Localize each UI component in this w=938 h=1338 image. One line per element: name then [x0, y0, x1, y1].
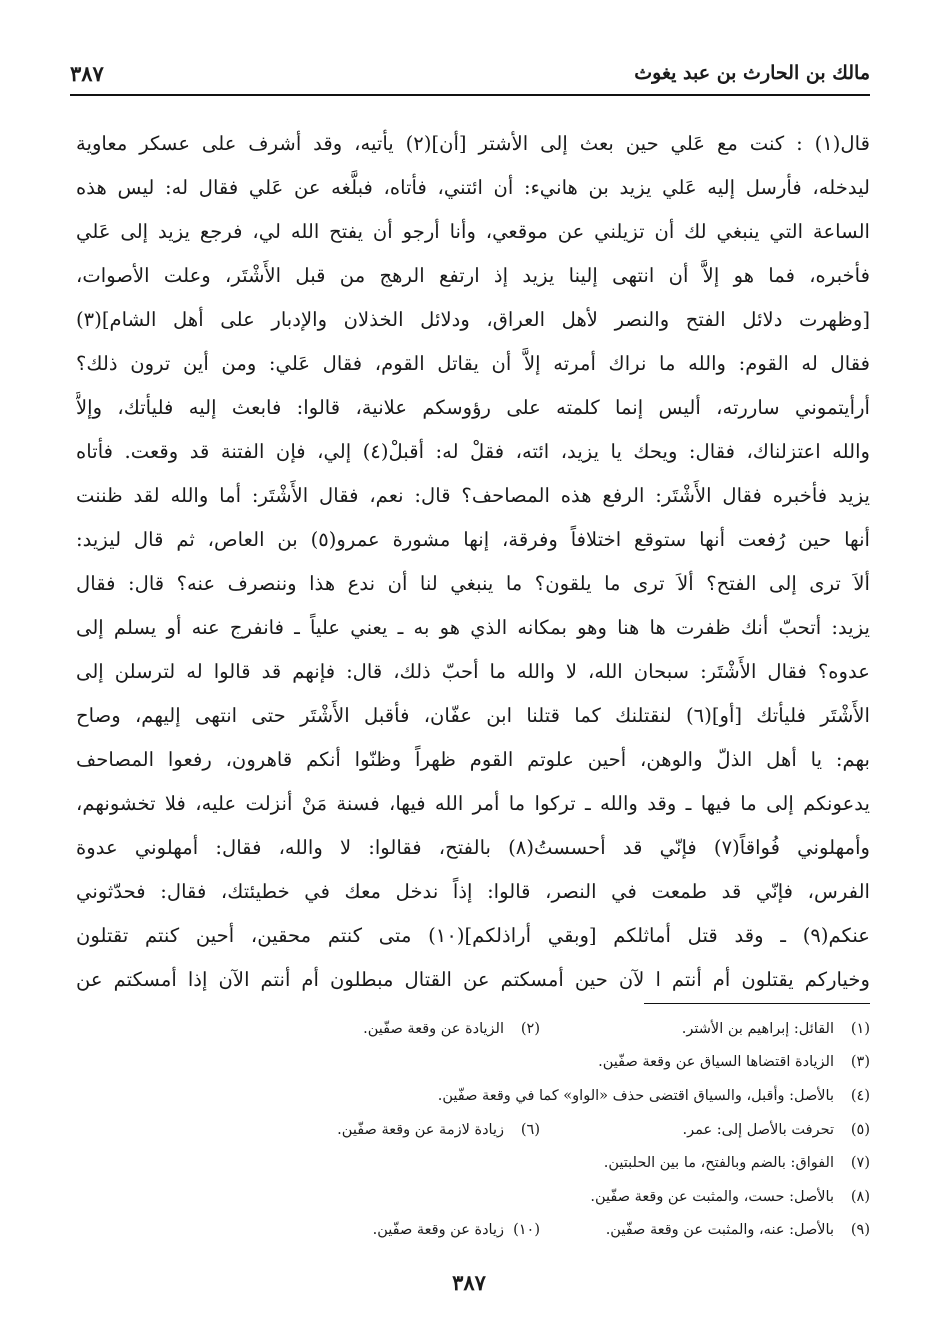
- footnote-4: [438, 1088, 870, 1104]
- footnote-text: زيادة لازمة عن وقعة صفّين.: [337, 1121, 504, 1138]
- footnote-6: [337, 1122, 540, 1138]
- text-line: ألاَ ترى إلى الفتح؟ ألاَ ترى ما يلقون؟ ما ينبغي لنا أن ندع هذا وننصرف عنه؟ قال: فقال: [76, 572, 870, 595]
- footnote-8: [590, 1189, 870, 1205]
- footnote-1: [540, 1021, 870, 1037]
- text-line: فقال له القوم: والله ما نراك أمرته إلاَّ أن يقاتل القوم، فقال عَلي: ومن أين ترون ذلك؟: [76, 352, 870, 375]
- footnote-row: [70, 1012, 870, 1046]
- footnote-text: القائل: إبراهيم بن الأشتر.: [681, 1020, 834, 1037]
- running-title: مالك بن الحارث بن عبد يغوث: [634, 62, 870, 84]
- footnote-number: (٥): [850, 1121, 870, 1138]
- footnote-separator: [644, 1003, 870, 1004]
- text-line: وخياركم يقتلون أم أنتم ا لآن حين أمسكتم عن القتال مبطلون أم أنتم الآن إذا أمسكتم عن: [76, 968, 870, 991]
- footnote-text: الزيادة عن وقعة صفّين.: [363, 1020, 504, 1037]
- text-line: وأمهلوني فُواقاً(٧) فإنّي قد أحسستُ(٨) بالفتح، فقالوا: لا والله، فقال: أمهلوني عدوة: [76, 836, 870, 859]
- footnote-number: (٦): [520, 1121, 540, 1138]
- text-line: عنكم(٩) ـ وقد قتل أماثلكم [وبقي أراذلكم](١٠) متى كنتم محقين، أحين كنتم تقتلون: [76, 924, 870, 947]
- header-page-number: ٣٨٧: [70, 60, 104, 86]
- footnote-text: الزيادة اقتضاها السياق عن وقعة صفّين.: [598, 1054, 834, 1071]
- text-line: يزيد: أتحبّ أنك ظفرت ها هنا وهو بمكانه الذي هو به ـ يعني علياً ـ فانفرج عنه أو يسلم إلى: [76, 616, 870, 639]
- footnote-text: بالأصل: وأقبل، والسياق اقتضى حذف «الواو» كما في وقعة صفّين.: [437, 1087, 834, 1104]
- footnote-9: [540, 1222, 870, 1238]
- footnote-2: [363, 1021, 540, 1037]
- footnote-row: [70, 1180, 870, 1214]
- footnote-row: [70, 1146, 870, 1180]
- text-line: ليدخله، فأرسل إليه عَلي يزيد بن هانيء: أن ائتني، فأتاه، فبلَّغه عن عَلي فقال له: ليس هذه: [76, 176, 870, 199]
- text-line: أرأيتموني ساررته، أليس إنما كلمته على رؤوسكم علانية، قالوا: فابعث إليه فليأتك، وإلاَّ: [76, 396, 870, 419]
- footnote-number: (١): [850, 1020, 870, 1037]
- text-line: والله اعتزلناك، فقال: ويحك يا يزيد، ائته، فقلْ له: أقبلْ(٤) إلي، فإن الفتنة قد وقعت. فأتاه: [76, 440, 870, 463]
- text-line: الساعة التي ينبغي لك أن تزيلني عن موقعي، وأنا أرجو أن يفتح الله لي، فرجع يزيد إلى عَلي: [76, 220, 870, 243]
- footnote-text: تحرفت بالأصل إلى: عمر.: [682, 1121, 834, 1138]
- main-text: [76, 122, 870, 1002]
- footnote-row: [70, 1046, 870, 1080]
- text-line: [وظهرت دلائل الفتح والنصر لأهل العراق، ودلائل الخذلان والإدبار على أهل الشام](٣): [76, 308, 870, 331]
- footnote-5: [540, 1122, 870, 1138]
- footnote-text: بالأصل: حست، والمثبت عن وقعة صفّين.: [590, 1188, 834, 1205]
- footnote-number: (٩): [850, 1222, 870, 1239]
- footnote-number: (٤): [850, 1087, 870, 1104]
- footnote-10: [373, 1222, 540, 1238]
- text-line: الفرس، فإنّي قد طمعت في النصر، قالوا: إذاً ندخل معك في خطيئتك، فقال: فحدّثوني: [76, 880, 870, 903]
- text-line: بهم: يا أهل الذلّ والوهن، أحين علوتم القوم ظهراً وظنّوا أنكم قاهرون، رفعوا المصاحف: [76, 748, 870, 771]
- text-line: أنها حين رُفعت أنها ستوقع اختلافاً وفرقة، إنها مشورة عمرو(٥) بن العاص، ثم قال ليزيد:: [76, 528, 870, 551]
- text-line: يزيد فأخبره فقال الأَشْتَر: الرفع هذه المصاحف؟ قال: نعم، فقال الأَشْتَر: أما والله لقد ظننت: [76, 484, 870, 507]
- text-line: عدوه؟ فقال الأَشْتَر: سبحان الله، لا والله ما أحبّ ذلك، قال: فإنهم قد قالوا له لترسلن إلى: [76, 660, 870, 683]
- footnote-text: بالأصل: عنه، والمثبت عن وقعة صفّين.: [605, 1222, 834, 1239]
- footnote-number: (٢): [520, 1020, 540, 1037]
- footnote-text: زيادة عن وقعة صفّين.: [372, 1222, 504, 1239]
- footnote-row: [70, 1214, 870, 1248]
- footnote-number: (١٠): [513, 1222, 540, 1239]
- text-line: الأَشْتَر فليأتك [أو](٦) لنقتلنك كما قتلنا ابن عفّان، فأقبل الأَشْتَر حتى انتهى إليهم، وصاح: [76, 704, 870, 727]
- footnotes: [70, 1012, 870, 1247]
- footnote-number: (٣): [850, 1054, 870, 1071]
- page-header: [70, 52, 870, 96]
- footnote-7: [604, 1155, 870, 1171]
- text-line: يدعونكم إلى ما فيها ـ وقد والله ـ تركوا ما أمر الله فيها، فسنة مَنْ أنزلت عليه، فلا تخشونهم،: [76, 792, 870, 815]
- text-line: قال(١) : كنت مع عَلي حين بعث إلى الأشتر [أن](٢) يأتيه، وقد أشرف على عسكر معاوية: [76, 132, 870, 155]
- footnote-text: الفواق: بالضم وبالفتح، ما بين الحلبتين.: [603, 1155, 834, 1172]
- footnote-number: (٧): [850, 1155, 870, 1172]
- text-line: فأخبره، فما هو إلاَّ أن انتهى إلينا يزيد إذ ارتفع الرهج من قبل الأَشْتَر، وعلت الأصوات،: [76, 264, 870, 287]
- footnote-number: (٨): [850, 1188, 870, 1205]
- footnote-row: [70, 1113, 870, 1147]
- footer-page-number: ٣٨٧: [452, 1270, 486, 1295]
- footnote-row: [70, 1079, 870, 1113]
- footnote-3: [598, 1054, 870, 1070]
